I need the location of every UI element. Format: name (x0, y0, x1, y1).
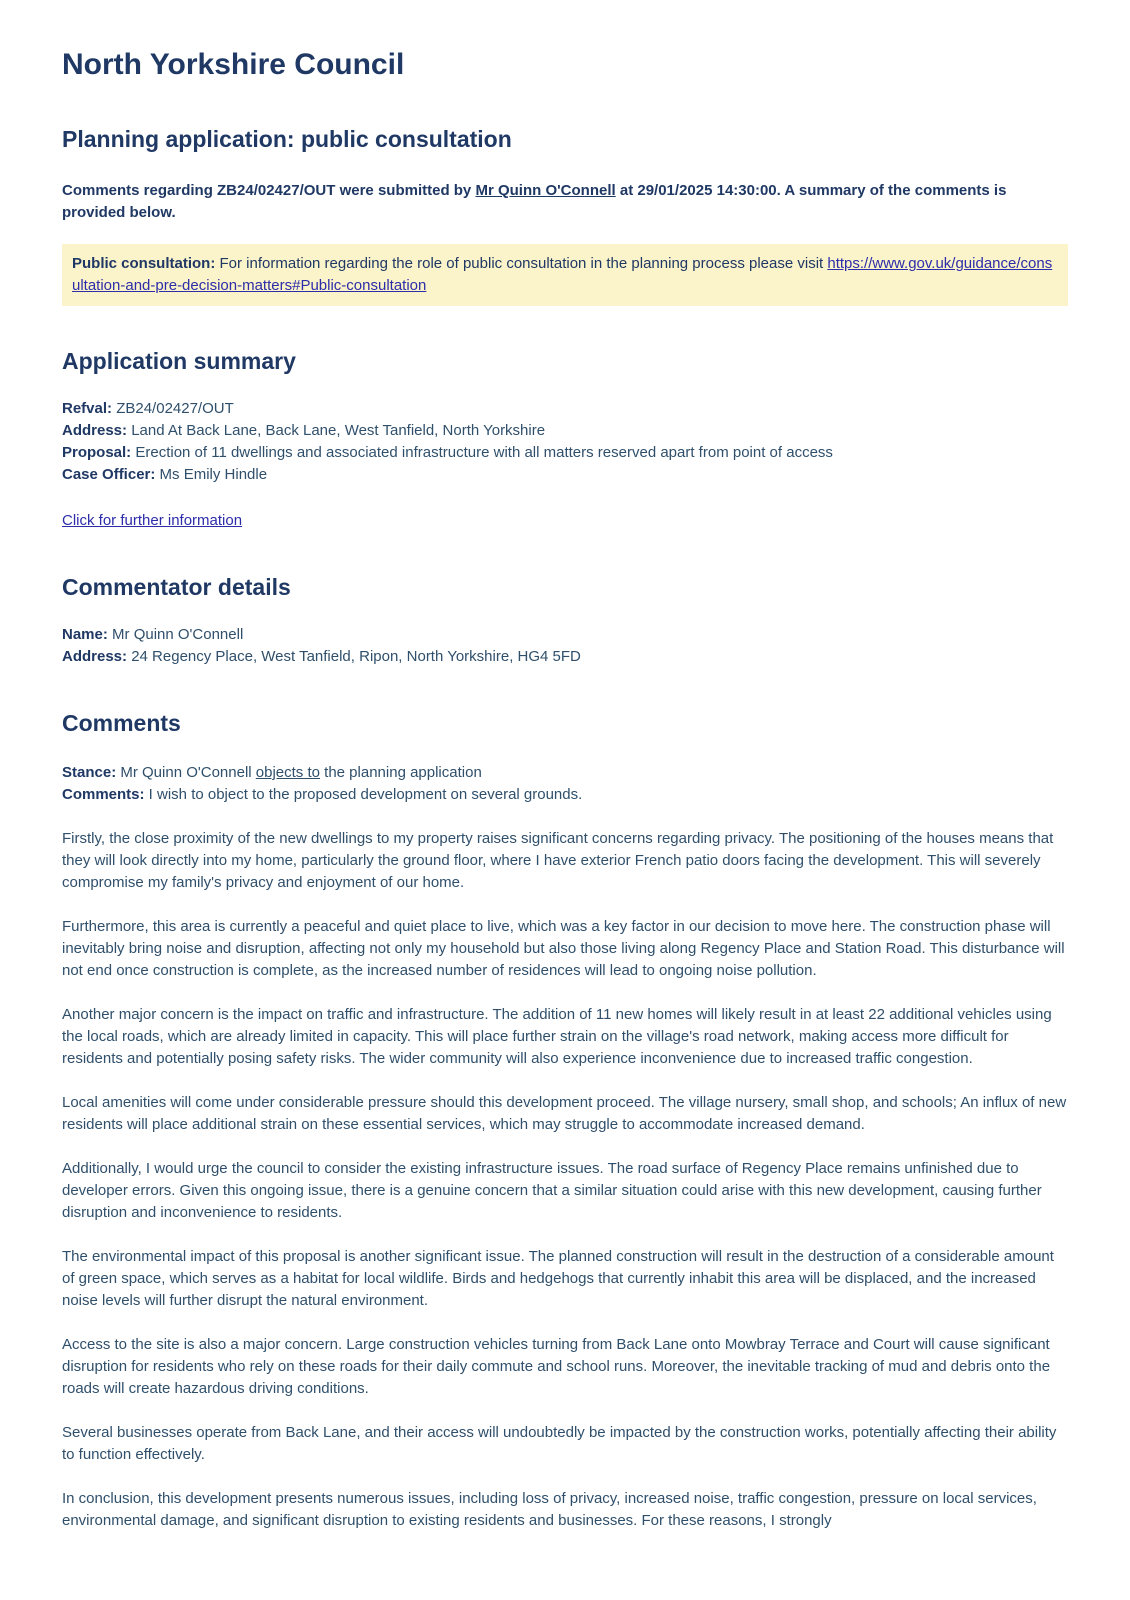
field-address (62, 420, 1068, 442)
gov-uk-consultation-link[interactable]: https://www.gov.uk/guidance/consultation-and-pre-decision-matters#Public-consultation (72, 255, 1053, 294)
comment-paragraph-noise: Furthermore, this area is currently a peaceful and quiet place to live, which was a key factor in our decision to move here. The construction phase will inevitably bring noise and disruption, affecting not only my household but also those living along Regency Place and Station Road. This disturbance will not end once construction is complete, as the increased number of residences will lead to ongoing noise pollution. (62, 918, 1065, 979)
field-case-officer (62, 464, 1068, 486)
field-address-value: Land At Back Lane, Back Lane, West Tanfield, North Yorkshire (131, 422, 546, 439)
public-consultation-notice (62, 244, 1068, 306)
field-refval (62, 398, 1068, 420)
comment-paragraph-environment: The environmental impact of this proposal is another significant issue. The planned construction will result in the destruction of a considerable amount of green space, which serves as a habitat for local wildlife. Birds and hedgehogs that currently inhabit this area will be displaced, and the increased noise levels will further disrupt the natural environment. (62, 1248, 1054, 1309)
comment-paragraph-traffic: Another major concern is the impact on traffic and infrastructure. The addition of 11 new homes will likely result in at least 22 additional vehicles using the local roads, which are already limited in capacity. This will place further strain on the village's road network, making access more difficult for residents and potentially posing safety risks. The wider community will also experience inconvenience due to increased traffic congestion. (62, 1006, 1052, 1067)
application-summary-fields (62, 398, 1068, 486)
comment-paragraph-infrastructure: Additionally, I would urge the council to consider the existing infrastructure issues. The road surface of Regency Place remains unfinished due to developer errors. Given this ongoing issue, there is a genuine concern that a similar situation could arise with this new development, causing further disruption and inconvenience to residents. (62, 1160, 1042, 1221)
comment-paragraph-access: Access to the site is also a major concern. Large construction vehicles turning from Back Lane onto Mowbray Terrace and Court will cause significant disruption for residents who rely on these roads for their daily commute and school runs. Moreover, the inevitable tracking of mud and debris onto the roads will create hazardous driving conditions. (62, 1336, 1051, 1397)
comments-body (62, 828, 1068, 1532)
field-proposal (62, 442, 1068, 464)
comments-intro-text: I wish to object to the proposed development on several grounds. (144, 786, 583, 803)
section-heading-public-consultation: Planning application: public consultation (62, 126, 512, 152)
field-case-officer-label: Case Officer: (62, 466, 156, 483)
stance-block (62, 762, 1068, 806)
comments-intro-label: Comments: (62, 786, 145, 803)
submission-summary-suffix: at 29/01/2025 14:30:00. A summary of the comments is provided below. (62, 182, 1007, 221)
notice-label: Public consultation: (72, 255, 216, 272)
field-proposal-value: Erection of 11 dwellings and associated infrastructure with all matters reserved apart from point of access (135, 444, 833, 461)
field-case-officer-value: Ms Emily Hindle (159, 466, 268, 483)
section-heading-comments: Comments (62, 710, 181, 736)
page-title: North Yorkshire Council (62, 48, 405, 81)
field-commentator-address (62, 646, 1068, 668)
section-heading-commentator-details: Commentator details (62, 574, 291, 600)
field-commentator-address-label: Address: (62, 648, 128, 665)
notice-text: For information regarding the role of public consultation in the planning process please visit (215, 255, 828, 272)
commentator-details-fields (62, 624, 1068, 668)
field-refval-label: Refval: (62, 400, 113, 417)
stance-line (62, 762, 1068, 784)
comment-paragraph-conclusion: In conclusion, this development presents numerous issues, including loss of privacy, increased noise, traffic congestion, pressure on local services, environmental damage, and significant disruption to existing residents and businesses. For these reasons, I strongly (62, 1490, 1037, 1529)
stance-suffix: the planning application (320, 764, 482, 781)
stance-emphasis: objects to (255, 764, 320, 781)
submission-summary-prefix: Comments regarding ZB24/02427/OUT were submitted by (62, 182, 476, 199)
further-information-row (62, 510, 1068, 532)
stance-label: Stance: (62, 764, 117, 781)
comments-intro-line (62, 784, 1068, 806)
field-address-label: Address: (62, 422, 128, 439)
comment-paragraph-privacy: Firstly, the close proximity of the new dwellings to my property raises significant concerns regarding privacy. The positioning of the houses means that they will look directly into my home, particularly the ground floor, where I have exterior French patio doors facing the development. This will severely compromise my family's privacy and enjoyment of our home. (62, 830, 1054, 891)
field-name-label: Name: (62, 626, 108, 643)
field-name-value: Mr Quinn O'Connell (112, 626, 244, 643)
commentator-name-link[interactable]: Mr Quinn O'Connell (475, 182, 616, 199)
section-heading-application-summary: Application summary (62, 348, 296, 374)
field-commentator-address-value: 24 Regency Place, West Tanfield, Ripon, North Yorkshire, HG4 5FD (131, 648, 581, 665)
field-refval-value: ZB24/02427/OUT (116, 400, 234, 417)
field-name (62, 624, 1068, 646)
comment-paragraph-amenities: Local amenities will come under considerable pressure should this development proceed. The village nursery, small shop, and schools; An influx of new residents will place additional strain on these essential services, which may struggle to accommodate increased demand. (62, 1094, 1067, 1133)
stance-prefix: Mr Quinn O'Connell (116, 764, 256, 781)
further-information-link[interactable]: Click for further information (62, 512, 243, 529)
comment-paragraph-businesses: Several businesses operate from Back Lane, and their access will undoubtedly be impacted by the construction works, potentially affecting their ability to function effectively. (62, 1424, 1057, 1463)
submission-summary (62, 180, 1068, 224)
field-proposal-label: Proposal: (62, 444, 132, 461)
